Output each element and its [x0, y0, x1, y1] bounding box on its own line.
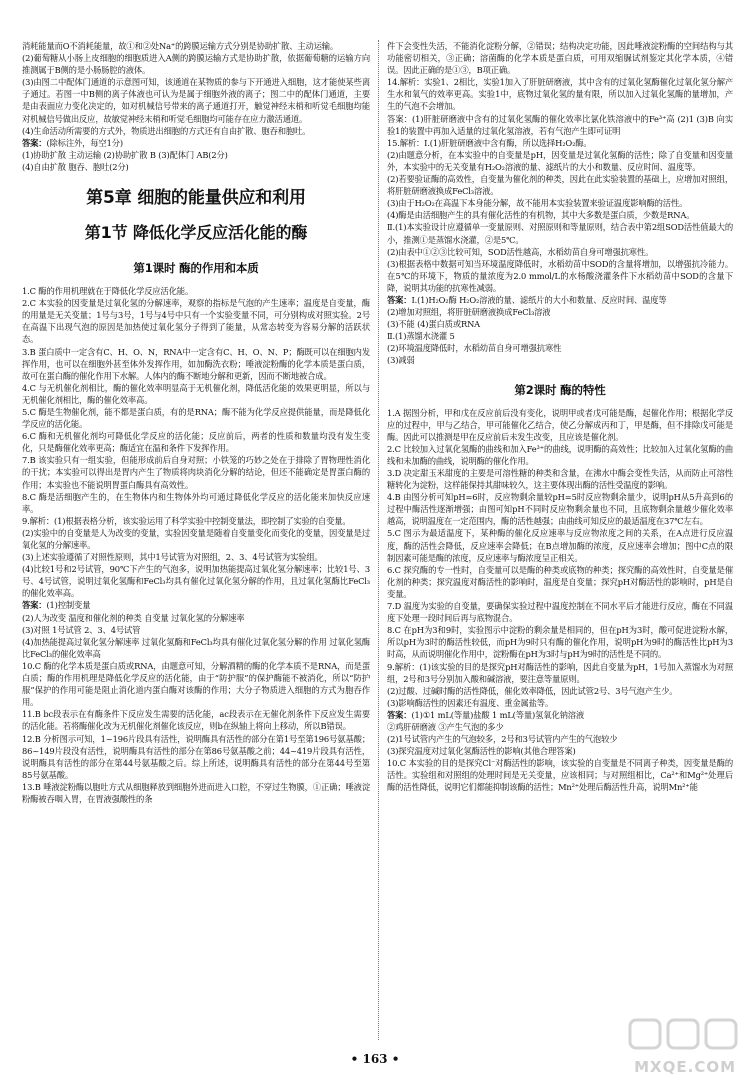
- paragraph: (3)由图二中配体门通道的示意图可知，该通道在某物质的参与下开通进入细胞，这才能使某些离子通过。若图一中B侧的离子体液也可认为是属于细胞外液的离子；图二中的配体门通道，主要是由表面应力变化决定的，如对机械信号带来的离子通道打开，触觉神经末梢和听觉毛细胞均能对机械信号做出反应，故敏觉神经末梢和听觉毛细胞均可能存在应力激活通道。: [22, 77, 370, 124]
- answer-item: (2)由题意分析，在本实验中的自变量是pH，因变量是过氧化氢酶的活性；除了自变量和因变量外，本实验中的无关变量有H₂O₂溶液的量、滤纸片的大小和数量、反应时间、温度等。: [387, 149, 733, 172]
- lesson-title-2: 第2课时 酶的特性: [514, 382, 606, 397]
- column-divider: [378, 40, 380, 1040]
- answer-item: (2)若要验证酶的高效性，自变量为催化剂的种类，因此在此实验装置的基础上，应增加对照组，将肝脏研磨液换成FeCl₃溶液。: [387, 174, 733, 197]
- answer-line: Ⅰ.(1)H₂O₂酶 H₂O₂溶液的量、滤纸片的大小和数量、反应时间、温度等: [411, 294, 667, 305]
- answer-item: 11.B bc段表示在有酶条件下反应发生需要的活化能，ac段表示在无催化剂条件下反应发生需要的活化能。若将酶催化改为无机催化剂催化该反应，则b在纵轴上将向上移动，所以B错误。: [22, 709, 370, 732]
- answer-item: 4.C 与无机催化剂相比，酶的催化效率明显高于无机催化剂，降低活化能的效果更明显，所以与无机催化剂相比，酶的催化效率高。: [22, 382, 370, 405]
- answer-item: 13.B 唾液淀粉酶以胞吐方式从细胞释放到细胞外进而进入口腔，不穿过生物膜，①正确；唾液淀粉酶被吞咽入胃，在胃液强酸性的条: [22, 781, 370, 804]
- right-items-3: [387, 757, 733, 793]
- paragraph: (4)生命活动所需要的方式外，物质进出细胞的方式还有自由扩散、胞吞和胞吐。: [22, 125, 311, 136]
- paragraph: 消耗能量而O不消耗能量，故①和②处Na⁺的跨膜运输方式分别是协助扩散、主动运输。: [22, 41, 339, 51]
- answer-item: (2)实验中的自变量是人为改变的变量，实验因变量是随着自变量变化而变化的变量，因变量是过氧化氢的分解速率。: [22, 527, 370, 550]
- answer-9-lines: [22, 612, 370, 660]
- paragraph: (2)葡萄糖从小肠上皮细胞的细胞质进入A侧的跨膜运输方式是协助扩散，依据葡萄糖的运输方向推测属于B侧的是小肠肠腔的液体。: [22, 53, 370, 76]
- answer-15-lines: [387, 306, 733, 366]
- answer-item: 10.C 酶的化学本质是蛋白质或RNA，由题意可知，分解酒精的酶的化学本质不是RNA，而是蛋白质；酶的作用机理是降低化学反应的活化能，由于“防护服”的保护酶能不被消化，所以“防护服”保护的作用可能是阻止消化道内蛋白酶对该酶的作用；大分子物质进入细胞的方式为胞吞作用。: [22, 660, 370, 708]
- answer-line: (4)自由扩散 胞吞、胞吐(2分): [22, 161, 129, 172]
- answer-item: 5.C 酶是生物催化剂，能不都是蛋白质，有的是RNA；酶不能为化学反应提供能量，而是降低化学反应的活化能。: [22, 406, 370, 430]
- answer-item: 15.解析：Ⅰ.(1)肝脏研磨液中含有酶，所以选择H₂O₂酶。: [387, 137, 592, 148]
- answer-line: (2)增加对照组，将肝脏研磨液换成FeCl₃溶液: [387, 307, 551, 318]
- left-continued-answer: [22, 40, 370, 137]
- answer-item: 6.C 酶和无机催化剂均可降低化学反应的活化能；反应前后，两者的性质和数量均没有发生变化，只是酶催化效率更高；酶适宜在温和条件下发挥作用。: [22, 431, 370, 454]
- answer-item: 10.C 本实验的目的是探究Cl⁻对酶活性的影响，该实验的自变量是不同离子种类，因变量是酶的活性。实验组和对照组的处理时间是无关变量，应该相同；与对照组相比，Ca²⁺和Mg²⁺处理后酶的活性降低，说明它们都能抑制该酶的活性；Mn²⁺处理后酶活性升高，说明Mn²⁺能: [387, 758, 733, 793]
- answer-item: 5.C 图示为最适温度下，某种酶的催化反应速率与反应物浓度之间的关系，在A点进行反应温度，酶的活性会降低，反应速率会降低；在B点增加酶的浓度，反应速率会增加；图中C点的限制因素可能是酶的浓度，反应速率与酶浓度呈正相关。: [387, 528, 733, 563]
- answer-item: (4)酶是由活细胞产生的具有催化活性的有机物，其中大多数是蛋白质，少数是RNA。: [387, 210, 695, 221]
- section-title: 第1节 降低化学反应活化能的酶: [84, 223, 308, 243]
- answer-line: (1)协助扩散 主动运输 (2)协助扩散 B (3)配体门 AB(2分): [22, 149, 228, 160]
- answer-item: 12.B 分析图示可知，1~196片段具有活性，说明酶具有活性的部分在第1号至第196号氨基酸；86~149片段没有活性，说明酶具有活性的部分在第86号氨基酸之前；44~419片段具有活性，说明酶具有活性的部分在第44号氨基酸之后。综上所述，说明酶具有活性的部分在第44号至第85号氨基酸。: [22, 733, 370, 780]
- answer-label: 答案：: [22, 600, 47, 611]
- answer-item: (3)影响酶活性的因素还有温度、重金属盐等。: [387, 697, 554, 708]
- answer-block: [22, 137, 370, 149]
- answer-9-lines-right: [387, 721, 733, 757]
- answer-item: 3.B 蛋白质中一定含有C、H、O、N，RNA中一定含有C、H、O、N、P；酶既可以在细胞内发挥作用，也可以在细胞外甚至体外发挥作用，如加酶洗衣粉；唾液淀粉酶的化学本质是蛋白质，故可在蛋白酶的催化作用下水解。人体内的酶不断地分解和更新，因而不断地被合成。: [22, 346, 370, 381]
- answer-line: Ⅱ.(1)蒸馏水浇灌 5: [387, 331, 455, 342]
- answer-item: 答案：(1)肝脏研磨液中含有的过氧化氢酶的催化效率比氯化铁溶液中的Fe³⁺高 (2)1 (3)B 向实验1的装置中再加入适量的过氧化氢溶液，若有气泡产生即可证明: [387, 113, 733, 136]
- answer-item: 1.A 据图分析，甲和戊在反应前后没有变化，说明甲或者戊可能是酶，起催化作用；根据化学反应的过程中，甲与乙结合，甲可能催化乙结合，使乙分解成丙和丁，甲是酶，但不排除戊可能是酶。因此可以推测是甲在反应前后未发生改变，且应该是催化剂。: [387, 407, 733, 442]
- answer-item: (3)由于H₂O₂在高温下本身能分解，故不能用本实验装置来验证温度影响酶的活性。: [387, 198, 688, 209]
- page-number: • 163 •: [350, 1052, 400, 1066]
- answer-item: 3.D 决定甜玉米甜度的主要是可溶性糖的种类和含量，在沸水中酶会变性失活，从而防止可溶性糖转化为淀粉，这样能保持其甜味较久，这主要体现出酶的活性受温度的影响。: [387, 468, 733, 491]
- answer-item: 14.解析：实验1、2相比，实验1加入了肝脏研磨液，其中含有的过氧化氢酶催化过氧化氢分解产生水和氧气的效率更高。实验1中，底物过氧化氢的量有限，所以加入过氧化氢酶的量增加，产生的气泡不会增加。: [387, 77, 733, 112]
- answer-line: (3)探究温度对过氧化氢酶活性的影响(其他合理答案): [387, 746, 576, 757]
- answer-item: 7.D 温度为实验的自变量，要确保实验过程中温度控制在不同水平后才能进行反应，酶在不同温度下处理一段时间后再与底物混合。: [387, 601, 733, 624]
- answer-line: (2)人为改变 温度和催化剂的种类 自变量 过氧化氢的分解速率: [22, 612, 245, 623]
- answer-line: (3)不能 (4)蛋白质或RNA: [387, 319, 481, 330]
- watermark-text: MXQE.COM: [634, 1058, 736, 1076]
- answer-item: 4.B 由图分析可知pH=6时，反应物剩余量较pH=5时反应物剩余量少，说明pH从5升高到6的过程中酶活性逐渐增强；由图可知pH不同时反应物剩余量也不同，且底物剩余量越少催化效率越高，说明温度在一定范围内，酶的活性越强；由曲线可知反应的最适温度在37℃左右。: [387, 492, 733, 527]
- answer-line: ②鸡肝研磨液 ③产生气泡的多少: [387, 721, 504, 732]
- left-items: [22, 285, 370, 599]
- left-column: [22, 40, 370, 805]
- answer-line: (3)对照 1号试管 2、3、4号试管: [22, 624, 141, 635]
- answer-line: (1)控制变量: [46, 600, 91, 611]
- answer-item: 8.C 酶是活细胞产生的，在生物体内和生物体外均可通过降低化学反应的活化能来加快反应速率。: [22, 491, 370, 514]
- right-items: [387, 76, 733, 294]
- right-items-2: [387, 407, 733, 709]
- paragraph: 件下会变性失活，不能消化淀粉分解，②错误；结构决定功能，因此唾液淀粉酶的空间结构与其功能密切相关，③正确；溶菌酶的化学本质是蛋白质，可用双缩脲试剂鉴定其化学本质，④错误。因此正确的是①③，B项正确。: [387, 41, 733, 76]
- answer-item: 1.C 酶的作用机理就在于降低化学反应活化能。: [22, 286, 194, 297]
- answer-line: (1)①1 mL(等量)盐酸 1 mL(等量)氢氧化钠溶液: [411, 709, 585, 720]
- answer-line: (3)减弱: [387, 355, 415, 366]
- answer-item: 9.解析：(1)根据表格分析，该实验运用了科学实验中控制变量法，即控制了实验的自变量。: [22, 515, 351, 526]
- right-column: [387, 40, 733, 794]
- answer-item: 6.C 探究酶的专一性时，自变量可以是酶的种类或底物的种类；探究酶的高效性时，自变量是催化剂的种类；探究温度对酶活性的影响时，温度是自变量；探究pH对酶活性的影响时，pH是自变量。: [387, 564, 733, 599]
- answer-line: (2)环境温度降低时，水稻幼苗自身可增强抗寒性: [387, 343, 562, 354]
- answer-item: 8.C 在pH为3和9时，实验图示中淀粉的剩余量是相同的，但在pH为3时，酸可促进淀粉水解，所以pH为3时的酶活性较低，而pH为9时只有酶的催化作用，说明pH为9时的酶活性比pH为3时高，从而说明催化作用中，淀粉酶在pH为3时与pH为9时的活性是不同的。: [387, 625, 733, 660]
- lesson-title: 第1课时 酶的作用和本质: [133, 261, 259, 276]
- left-items-2: [22, 660, 370, 805]
- chapter-title: 第5章 细胞的能量供应和利用: [86, 188, 306, 209]
- answer-item: Ⅱ.(1)本实验设计应遵循单一变量原则、对照原则和等量原则，结合表中第2组SOD活性值最大的小，推测①是蒸馏水浇灌，②是5℃。: [387, 222, 733, 245]
- answer-item: (3)上述实验遵循了对照性原则，其中1号试管为对照组，2、3、4号试管为实验组。: [22, 552, 323, 563]
- answer-item: 2.C 本实验的因变量是过氧化氢的分解速率，观察的指标是气泡的产生速率；温度是自变量，酶的用量是无关变量；1号与3号，1号与4号中只有一个实验变量不同，可分别构成对照实验。2号在高温下出现气泡的原因是加热使过氧化氢分子得到了能量，从常态转变为容易分解的活跃状态。: [22, 298, 370, 345]
- answer-line: (除标注外，每空1分): [46, 137, 123, 148]
- answer-line: (2)1号试管内产生的气泡较多，2号和3号试管内产生的气泡较少: [387, 734, 618, 745]
- answer-label: 答案：: [22, 137, 47, 148]
- answer-item: 9.解析：(1)该实验的目的是探究pH对酶活性的影响，因此自变量为pH，1号加入蒸馏水为对照组，2号和3号分别加入酸和碱溶液，要注意等量原则。: [387, 661, 733, 684]
- answer-line: (4)加热能提高过氧化氢分解速率 过氧化氢酶和FeCl₃均具有催化过氧化氢分解的作用 过氧化氢酶比FeCl₃的催化效率高: [22, 636, 370, 659]
- answer-item: (2)过酸、过碱时酶的活性降低，催化效率降低，因此试管2号、3号气泡产生少。: [387, 685, 678, 696]
- answer-item: (3)根据表格中数据可知当环境温度降低时，水稻幼苗中SOD的含量将增加，以增强抗冷能力。在5℃的环境下，物质的量浓度为2.0 mmol/L的水杨酸浇灌条件下水稻幼苗中SOD的含量下降，说明其功能的抗寒性减弱。: [387, 258, 733, 293]
- answer-item: 7.B 该实验只有一组实验，但能形成前后自身对照；小铁笼的巧妙之处在于排除了胃物理性消化的干扰；本实验可以得出是胃内产生了物质将肉块消化分解的结论，但还不能确定是胃蛋白酶的作用；本实验也不能说明胃蛋白酶具有高效性。: [22, 455, 370, 490]
- answer-label: 答案：: [387, 294, 412, 305]
- answer-item: (4)比较1号和2号试管，90℃下产生的气泡多，说明加热能提高过氧化氢分解速率；比较1号、3号、4号试管，说明过氧化氢酶和FeCl₃均具有催化过氧化氢分解的作用，且过氧化氢酶比FeCl₃的催化效率高。: [22, 564, 370, 599]
- answer-label: 答案：: [387, 709, 412, 720]
- right-continued-answer: [387, 40, 733, 76]
- answer-item: 2.C 比较加入过氧化氢酶的曲线和加入Fe³⁺的曲线，说明酶的高效性；比较加入过氧化氢酶的曲线和未加酶的曲线，说明酶的催化作用。: [387, 443, 733, 466]
- answer-item: (2)由表中①②③比较可知，SOD活性越高，水稻幼苗自身可增强抗寒性。: [387, 246, 654, 257]
